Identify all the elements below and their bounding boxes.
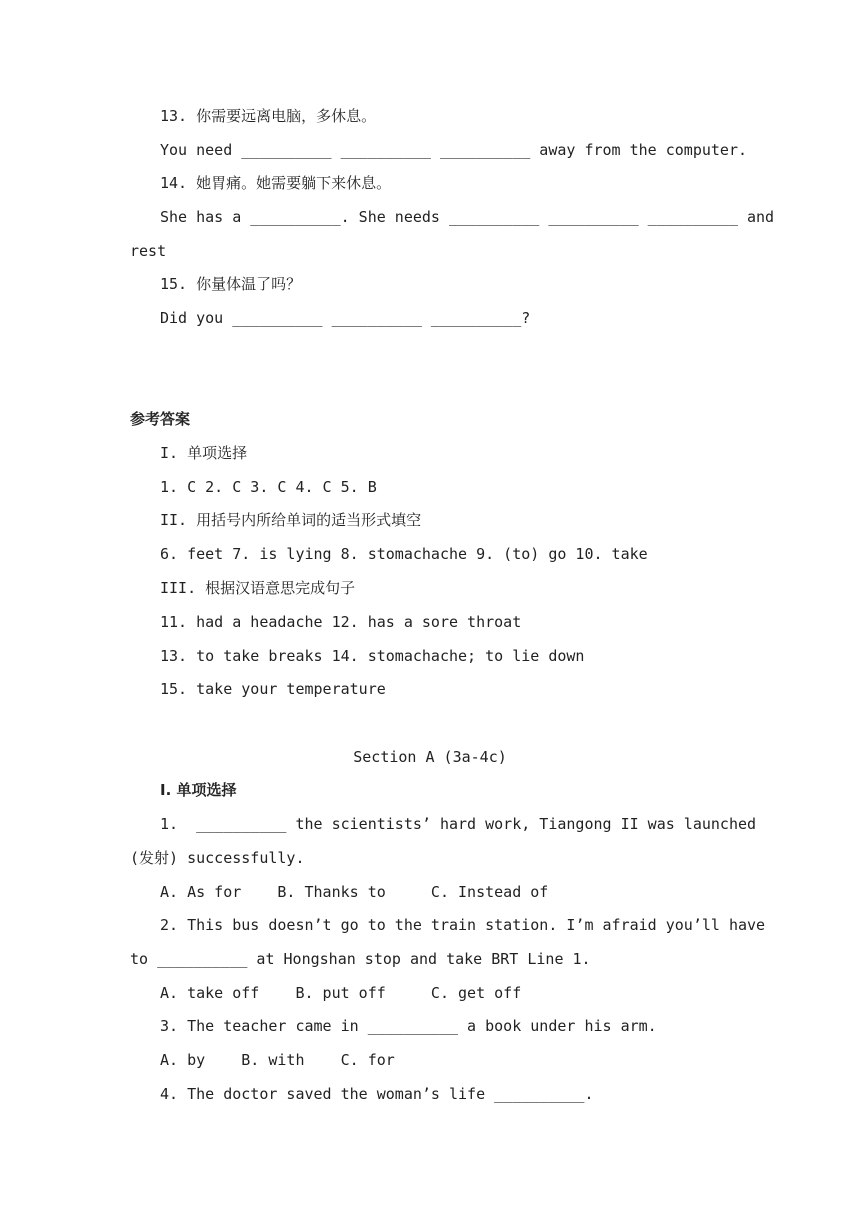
section-title: Section A (3a-4c) bbox=[353, 748, 507, 766]
section-q1-line1: 1. __________ the scientists’ hard work, Tiangong II was launched bbox=[160, 815, 757, 833]
section-q2-options: A. take off B. put off C. get off bbox=[160, 984, 522, 1002]
section-q3-line1: 3. The teacher came in __________ a book under his arm. bbox=[160, 1017, 657, 1035]
q15-english: Did you __________ __________ __________? bbox=[160, 309, 531, 327]
section-q4-line1: 4. The doctor saved the woman’s life __________. bbox=[160, 1085, 594, 1103]
q15-chinese: 15. 你量体温了吗？ bbox=[160, 275, 302, 293]
answers-part1-list: 1. C 2. C 3. C 4. C 5. B bbox=[160, 478, 377, 496]
section-q1-options: A. As for B. Thanks to C. Instead of bbox=[160, 883, 549, 901]
answers-part3-title: III. 根据汉语意思完成句子 bbox=[160, 579, 356, 597]
section-q2-line1: 2. This bus doesn’t go to the train station. I’m afraid you’ll have bbox=[160, 916, 766, 934]
answers-part1-title: I. 单项选择 bbox=[160, 444, 248, 462]
section-q3-options: A. by B. with C. for bbox=[160, 1051, 395, 1069]
answers-part3-line3: 15. take your temperature bbox=[160, 680, 386, 698]
section-part1-title: I. 单项选择 bbox=[160, 781, 237, 799]
answers-part2-title: II. 用括号内所给单词的适当形式填空 bbox=[160, 511, 422, 529]
section-q2-line2: to __________ at Hongshan stop and take BRT Line 1. bbox=[130, 950, 591, 968]
answers-part2-list: 6. feet 7. is lying 8. stomachache 9. (to) go 10. take bbox=[160, 545, 648, 563]
answers-heading: 参考答案 bbox=[130, 410, 191, 428]
q14-english-line2: rest bbox=[130, 242, 167, 260]
q13-english: You need __________ __________ __________ away from the computer. bbox=[160, 141, 747, 159]
q14-english-line1: She has a __________. She needs __________ __________ __________ and bbox=[160, 208, 775, 226]
section-q1-line2: (发射) successfully. bbox=[130, 849, 305, 867]
q14-chinese: 14. 她胃痛。她需要躺下来休息。 bbox=[160, 174, 392, 192]
answers-part3-line2: 13. to take breaks 14. stomachache; to lie down bbox=[160, 647, 585, 665]
answers-part3-line1: 11. had a headache 12. has a sore throat bbox=[160, 613, 522, 631]
q13-chinese: 13. 你需要远离电脑，多休息。 bbox=[160, 107, 377, 125]
